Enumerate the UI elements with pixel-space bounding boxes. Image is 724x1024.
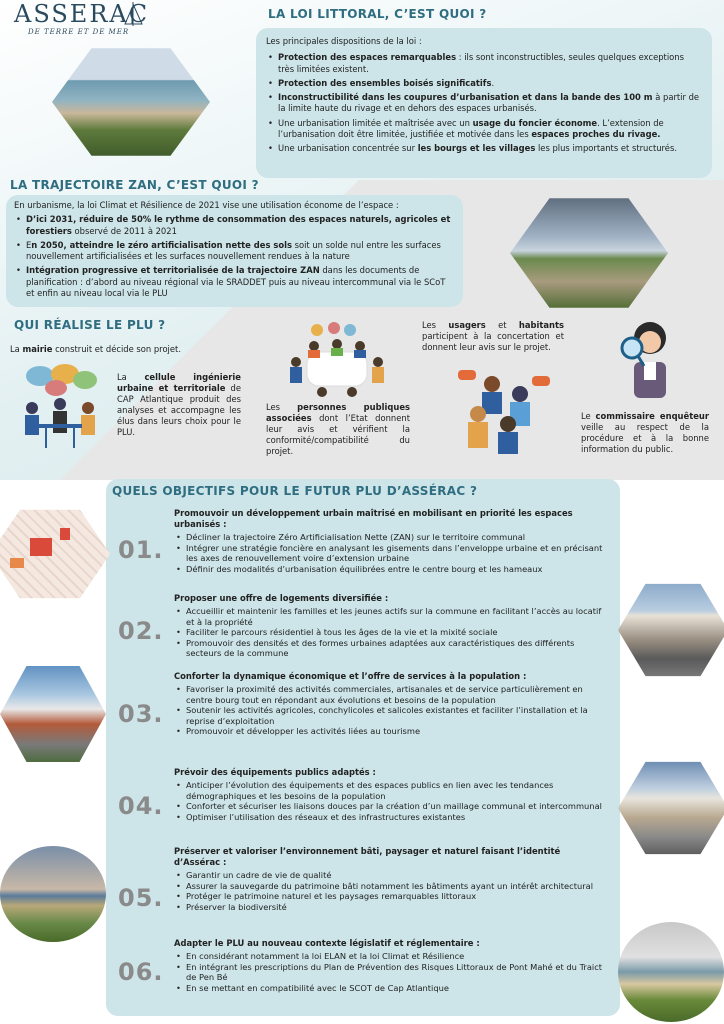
mairie-text: La mairie construit et décide son projet. <box>10 344 181 354</box>
objective-number: 04. <box>118 792 164 820</box>
citizens-illustration <box>450 366 560 456</box>
objective-number: 01. <box>118 536 164 564</box>
objective-05 <box>174 846 606 912</box>
cellule-text: La cellule ingénierie urbaine et territoriale de CAP Atlantique produit des analyses et accompagne les élus dans leurs choix pour le PLU. <box>117 372 241 437</box>
objective-bullet: • Anticiper l’évolution des équipements et des espaces publics en lien avec les tendances démographiques et les besoins de la population <box>174 780 606 801</box>
objective-06 <box>174 938 606 993</box>
objective-number: 02. <box>118 617 164 645</box>
objective-bullet: • Garantir un cadre de vie de qualité <box>174 870 606 881</box>
objective-number: 05. <box>118 884 164 912</box>
objective-bullet: • Accueillir et maintenir les familles et les jeunes actifs sur la commune en facilitant l’accès au locatif et à la propriété <box>174 606 606 627</box>
usagers-text: Les usagers et habitants participent à la concertation et donnent leur avis sur le projet. <box>422 320 565 352</box>
objective-title: Adapter le PLU au nouveau contexte législatif et réglementaire : <box>174 938 480 948</box>
objective-bullet: • En considérant notamment la loi ELAN et la loi Climat et Résilience <box>174 951 606 962</box>
objective-bullet: • Définir des modalités d’urbanisation équilibrées entre le centre bourg et les hameaux <box>174 564 606 575</box>
objective-bullet: • En intégrant les prescriptions du Plan de Prévention des Risques Littoraux de Pont Mahé et du Traict de Pen Bé <box>174 962 606 983</box>
loi-littoral-panel <box>256 28 712 178</box>
asserac-logo <box>14 0 154 44</box>
objective-bullet: • Protéger le patrimoine naturel et les paysages remarquables littoraux <box>174 891 606 902</box>
loi-item: • Protection des ensembles boisés significatifs. <box>266 78 702 89</box>
objective-number: 03. <box>118 700 164 728</box>
team-illustration <box>10 362 110 452</box>
objective-bullet: • En se mettant en compatibilité avec le SCOT de Cap Atlantique <box>174 983 606 994</box>
loi-item: • Une urbanisation limitée et maîtrisée avec un usage du foncier économe. L’extension de l’urbanisation doit être limitée, justifiée et motivée dans les espaces proches du rivage. <box>266 118 702 141</box>
sailboat-icon <box>120 0 146 32</box>
zan-item: • Intégration progressive et territorialisée de la trajectoire ZAN dans les documents de planification : d’abord au niveau régional via le SRADDET puis au niveau intercommunal via le SCoT et enfin au niveau local via le PLU <box>14 265 455 299</box>
logo-title: ASSERAC <box>14 0 150 28</box>
commissaire-text: Le commissaire enquêteur veille au respect de la procédure et à la bonne information du public. <box>581 411 709 454</box>
zan-title: LA TRAJECTOIRE ZAN, C’EST QUOI ? <box>10 178 259 192</box>
objective-04 <box>174 767 606 822</box>
objective-title: Conforter la dynamique économique et l’offre de services à la population : <box>174 671 527 681</box>
objective-bullet: • Préserver la biodiversité <box>174 902 606 913</box>
objective-bullet: • Optimiser l’utilisation des réseaux et des infrastructures existantes <box>174 812 606 823</box>
coast-photo <box>0 846 106 942</box>
loi-littoral-intro: Les principales dispositions de la loi : <box>266 36 422 46</box>
objective-bullet: • Conforter et sécuriser les liaisons douces par la création d’un maillage communal et intercommunal <box>174 801 606 812</box>
logo-subtitle: DE TERRE ET DE MER <box>28 28 130 36</box>
objective-title: Proposer une offre de logements diversifiée : <box>174 593 389 603</box>
objective-bullet: • Promouvoir des densités et des formes urbaines adaptées aux caractéristiques des différents secteurs de la commune <box>174 638 606 659</box>
loi-item: • Protection des espaces remarquables : ils sont inconstructibles, seules quelques exceptions très limitées existent. <box>266 52 702 75</box>
objective-number: 06. <box>118 958 164 986</box>
loi-item: • Une urbanisation concentrée sur les bourgs et les villages les plus importants et structurés. <box>266 143 702 154</box>
objective-bullet: • Assurer la sauvegarde du patrimoine bâti notamment les bâtiments ayant un intérêt architectural <box>174 881 606 892</box>
objective-title: Préserver et valoriser l’environnement bâti, paysager et naturel faisant l’identité d’Assérac : <box>174 846 561 867</box>
personnes-text: Les personnes publiques associées dont l’Etat donnent leur avis et vérifient la conformité/compatibilité du projet. <box>266 402 410 456</box>
zan-item: • En 2050, atteindre le zéro artificialisation nette des sols soit un solde nul entre les surfaces nouvellement artificialisées et les surfaces nouvellement rendues à la nature <box>14 240 455 263</box>
loi-littoral-title: LA LOI LITTORAL, C’EST QUOI ? <box>268 7 487 21</box>
zan-item: • D’ici 2031, réduire de 50% le rythme de consommation des espaces naturels, agricoles et forestiers observé de 2011 à 2021 <box>14 214 455 237</box>
objective-title: Promouvoir un développement urbain maîtrisé en mobilisant en priorité les espaces urbanisés : <box>174 508 573 529</box>
objective-02 <box>174 593 606 659</box>
objective-bullet: • Intégrer une stratégie foncière en analysant les gisements dans l’enveloppe urbaine et en précisant les axes de renouvellement voire d’extension urbaine <box>174 543 606 564</box>
objective-bullet: • Faciliter le parcours résidentiel à tous les âges de la vie et la mixité sociale <box>174 627 606 638</box>
zan-panel <box>6 195 463 307</box>
dune-photo <box>618 922 724 1022</box>
objective-bullet: • Soutenir les activités agricoles, conchylicoles et salicoles existantes et faciliter l’installation et la reprise d’exploitation <box>174 705 606 726</box>
plu-title: QUI RÉALISE LE PLU ? <box>14 318 166 332</box>
objective-bullet: • Promouvoir et développer les activités liées au tourisme <box>174 726 606 737</box>
meeting-illustration <box>282 322 392 402</box>
objectifs-title: QUELS OBJECTIFS POUR LE FUTUR PLU D’ASSÉRAC ? <box>112 484 478 498</box>
objective-title: Prévoir des équipements publics adaptés : <box>174 767 376 777</box>
commissaire-illustration <box>620 316 672 400</box>
objective-bullet: • Décliner la trajectoire Zéro Artificialisation Nette (ZAN) sur le territoire communal <box>174 532 606 543</box>
objective-03 <box>174 671 606 737</box>
zan-intro: En urbanisme, la loi Climat et Résilience de 2021 vise une utilisation économe de l’espace : <box>14 200 399 210</box>
objective-01 <box>174 508 606 574</box>
objective-bullet: • Favoriser la proximité des activités commerciales, artisanales et de service particulièrement en centre bourg tout en répondant aux évolutions et besoins de la population <box>174 684 606 705</box>
loi-item: • Inconstructibilité dans les coupures d’urbanisation et dans la bande des 100 m à partir de la limite haute du rivage et en dehors des espaces urbanisés. <box>266 92 702 115</box>
